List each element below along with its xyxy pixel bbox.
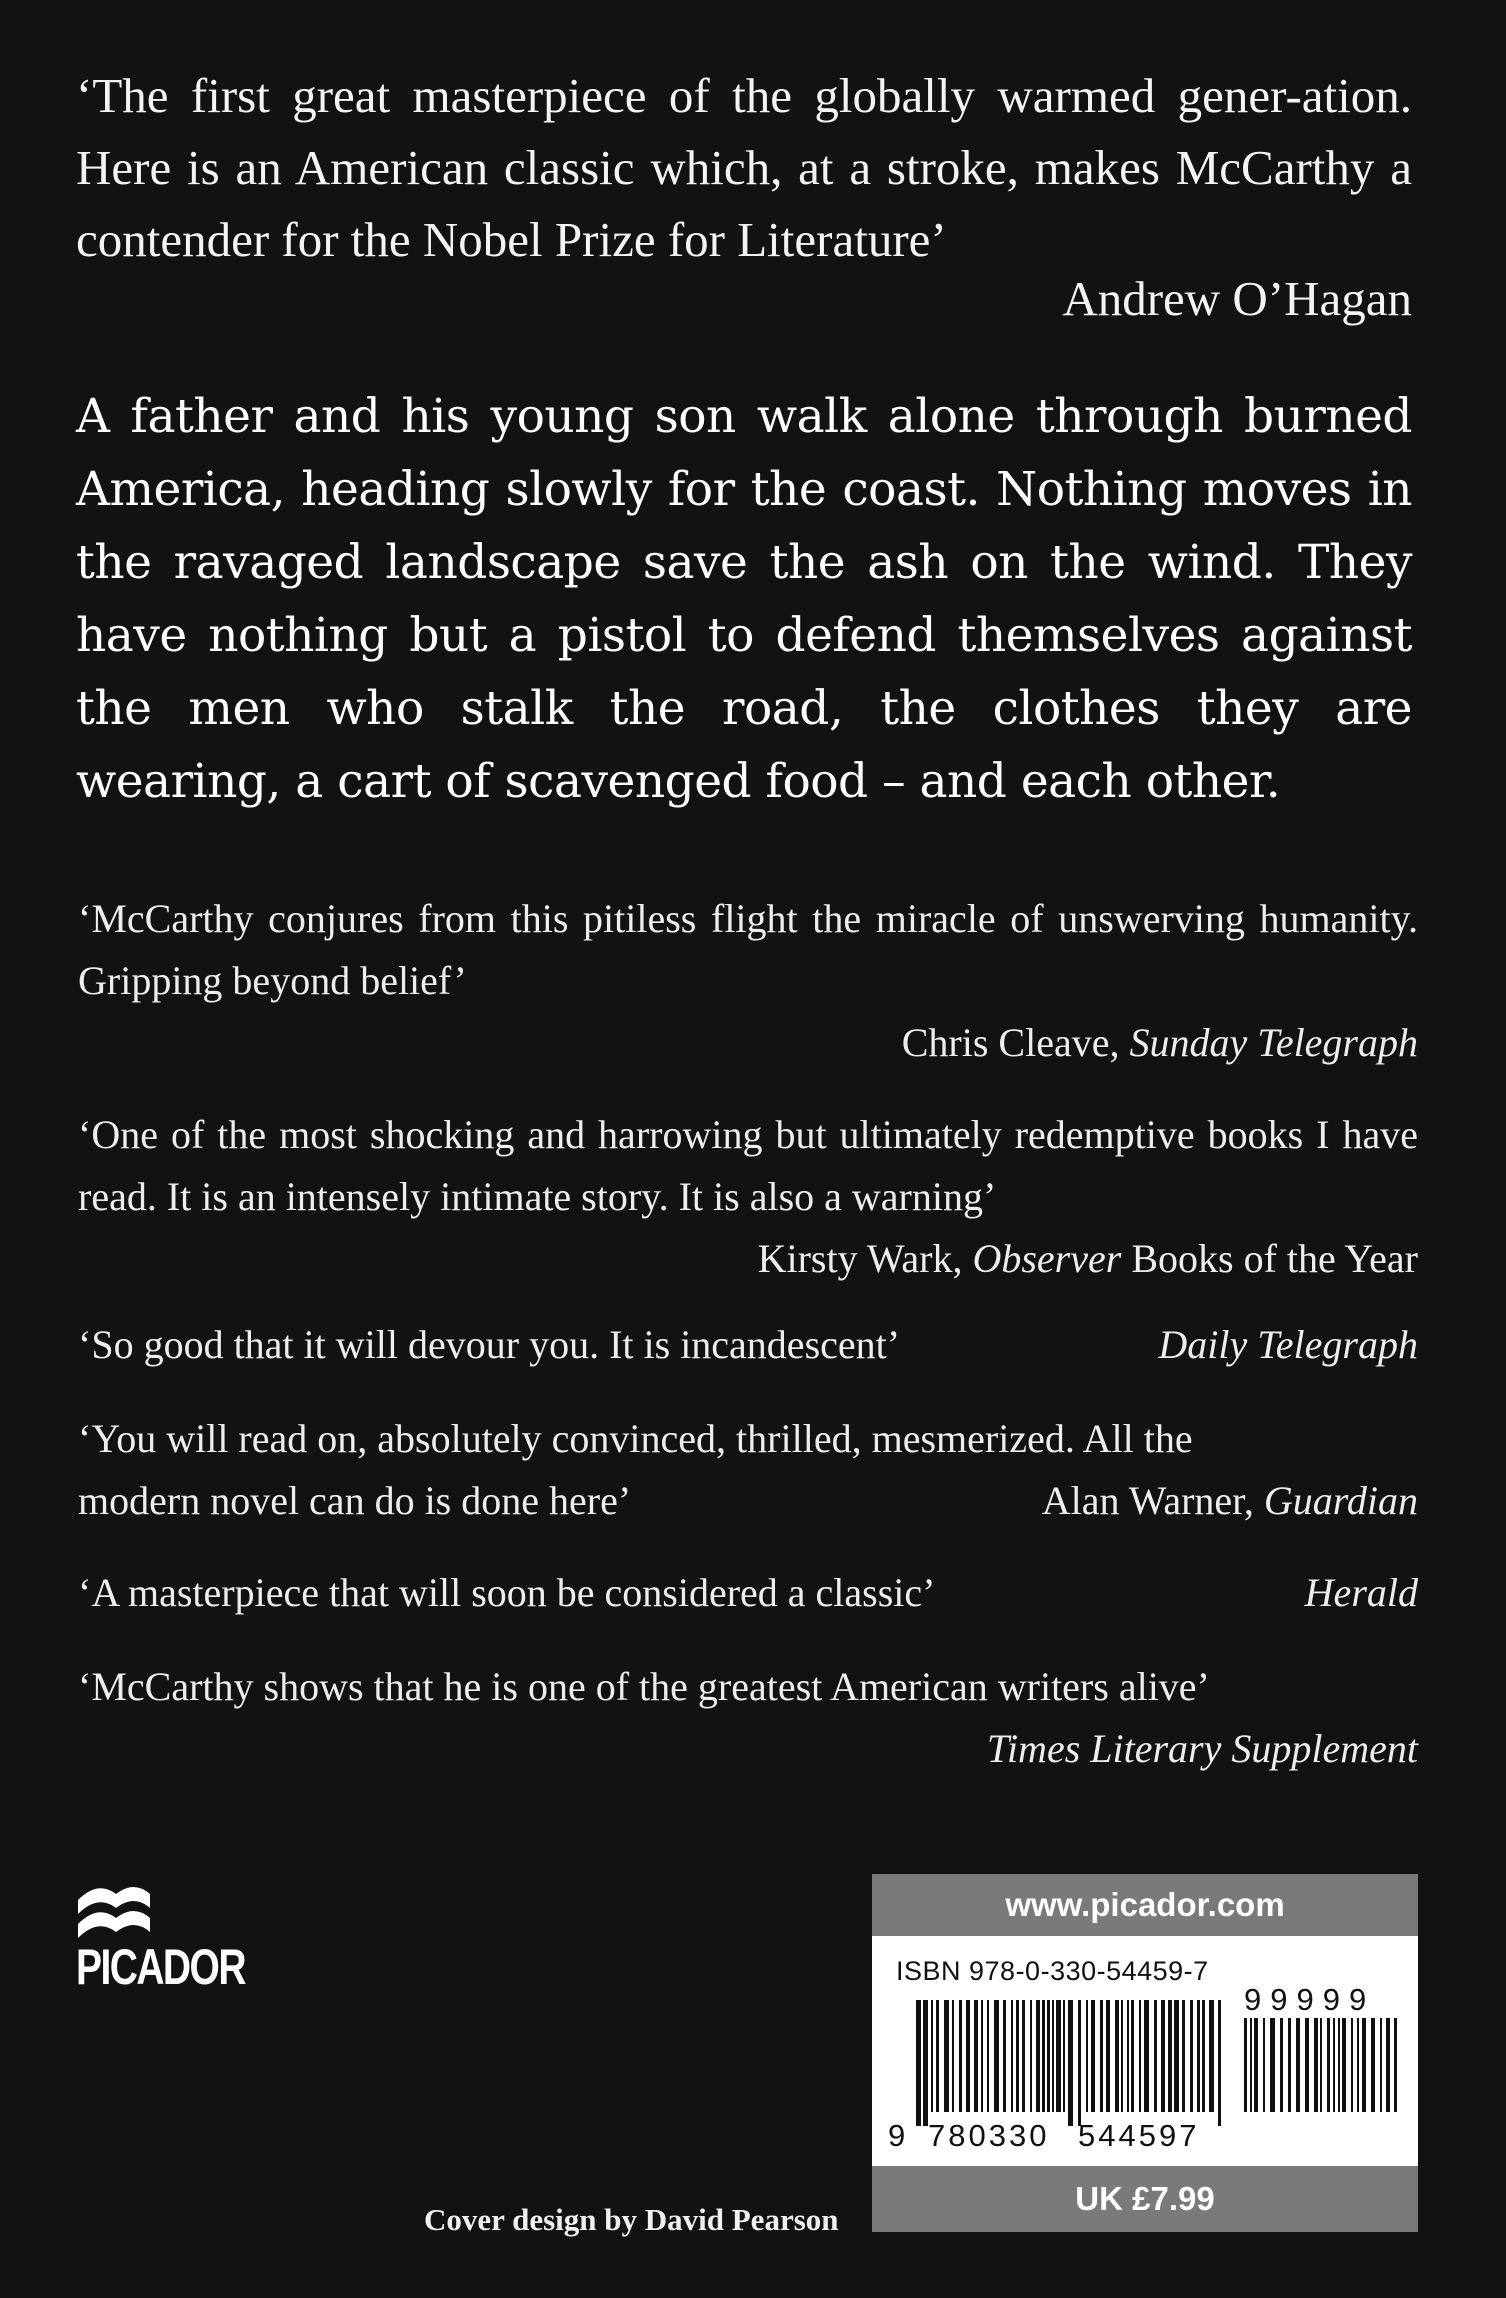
barcode-bar <box>1068 2000 1073 2126</box>
barcode-bar <box>1100 2000 1103 2112</box>
barcode-bar <box>1270 2018 1275 2112</box>
barcode-bar <box>1202 2000 1205 2112</box>
barcode-bar <box>966 2000 970 2112</box>
barcode-bar <box>1011 2000 1013 2112</box>
picador-logo-text: PICADOR <box>76 1939 245 1995</box>
barcode-bar <box>1042 2000 1045 2112</box>
barcode-bar <box>952 2000 954 2112</box>
barcode-bar <box>981 2000 983 2112</box>
review-source: Kirsty Wark, Observer Books of the Year <box>757 1236 1418 1281</box>
review-text: ‘McCarthy shows that he is one of the greatest American writers alive’ <box>78 1664 1210 1709</box>
barcode-bar <box>931 2000 933 2112</box>
barcode-bar <box>916 2000 921 2126</box>
review-chris-cleave <box>78 888 1418 1074</box>
barcode-bar <box>1357 2018 1359 2112</box>
review-source: Herald <box>1304 1570 1418 1615</box>
barcode-bar <box>1280 2018 1283 2112</box>
barcode-bar <box>987 2000 989 2112</box>
barcode-bar <box>1016 2000 1019 2112</box>
barcode-bar <box>1127 2000 1129 2112</box>
review-source: Daily Telegraph <box>1158 1322 1418 1367</box>
barcode-bar <box>1161 2000 1165 2112</box>
barcode-bar <box>1086 2000 1088 2112</box>
review-text: ‘One of the most shocking and harrowing but ultimately redemptive books I have read. It is an intensely intimate story. It is also a warning’ <box>78 1112 1418 1219</box>
barcode-panel <box>872 1874 1418 2232</box>
barcode-bar <box>1144 2000 1149 2112</box>
review-herald <box>78 1562 1418 1624</box>
barcode-bar <box>1351 2018 1353 2112</box>
barcode-bar <box>944 2000 949 2112</box>
barcode-bar <box>1052 2000 1054 2112</box>
barcode-digit-first: 9 <box>888 2118 909 2153</box>
barcode-bar <box>1296 2018 1300 2112</box>
lead-review-quote: ‘The first great masterpiece of the globally warmed gener-ation. Here is an American classic which, at a stroke, makes McCarthy a contender for the Nobel Prize for Literature’ <box>76 68 1412 267</box>
publisher-website: www.picador.com <box>872 1874 1418 1936</box>
barcode-bar <box>1190 2000 1193 2112</box>
lead-review-attribution: Andrew O’Hagan <box>1062 271 1412 326</box>
barcode-bar <box>1036 2000 1040 2112</box>
barcode-bar <box>994 2000 999 2112</box>
barcode-bar <box>1254 2018 1258 2112</box>
isbn-number: ISBN 978-0-330-54459-7 <box>896 1956 1209 1986</box>
review-text: ‘McCarthy conjures from this pitiless flight the miracle of unswerving humanity. Gripping beyond belief’ <box>78 896 1418 1003</box>
barcode-bar <box>1386 2018 1390 2112</box>
barcode-bar <box>1371 2018 1375 2112</box>
barcode-bar <box>959 2000 962 2112</box>
barcode-digits-left: 780330 <box>928 2118 1050 2153</box>
price-label: UK £7.99 <box>872 2166 1418 2232</box>
book-blurb: A father and his young son walk alone through burned America, heading slowly for the coast. Nothing moves in the ravaged landscape save the ash on the wind. They have nothing but a pistol to defend themselves against the men who stalk the road, the clothes they are wearing, a cart of scavenged food – and each other. <box>76 389 1412 809</box>
barcode-bar <box>1327 2018 1330 2112</box>
barcode-bar <box>1394 2018 1397 2112</box>
barcode-bar <box>1168 2000 1172 2112</box>
barcode-bar <box>1115 2000 1119 2112</box>
review-alan-warner <box>78 1408 1418 1532</box>
barcode-bar <box>1288 2018 1291 2112</box>
barcode-bar <box>1003 2000 1006 2112</box>
barcode-bar <box>1197 2000 1200 2112</box>
review-source: Times Literary Supplement <box>986 1726 1418 1771</box>
barcode-bar <box>1056 2000 1061 2112</box>
barcode-bar <box>1333 2018 1335 2112</box>
barcode-bar <box>1030 2000 1032 2112</box>
cover-design-credit: Cover design by David Pearson <box>424 2202 839 2237</box>
barcode-bar <box>1063 2000 1065 2112</box>
barcode-bar <box>936 2000 939 2112</box>
review-text-line2: modern novel can do is done here’ <box>78 1478 632 1523</box>
review-daily-telegraph <box>78 1314 1418 1376</box>
review-text: ‘So good that it will devour you. It is incandescent’ <box>78 1322 901 1367</box>
review-text-line1: ‘You will read on, absolutely convinced, thrilled, mesmerized. All the <box>78 1416 1193 1461</box>
barcode-bar <box>1131 2000 1134 2112</box>
barcode-bar <box>1078 2000 1081 2126</box>
review-tls <box>78 1656 1418 1780</box>
barcode-bar <box>1091 2000 1095 2112</box>
addon-barcode-icon <box>1244 2018 1400 2126</box>
barcode-bar <box>974 2000 978 2112</box>
barcode-bar <box>923 2000 928 2126</box>
barcode-bar <box>1244 2018 1247 2112</box>
barcode-bar <box>1380 2018 1382 2112</box>
review-text: ‘A masterpiece that will soon be considered a classic’ <box>78 1570 936 1615</box>
barcode-bar <box>1314 2018 1318 2112</box>
barcode-bar <box>1174 2000 1179 2112</box>
barcode-digits-right: 544597 <box>1078 2118 1200 2153</box>
barcode-bar <box>1139 2000 1141 2112</box>
barcode-bar <box>1121 2000 1123 2112</box>
review-source: Alan Warner, Guardian <box>1041 1478 1418 1523</box>
barcode-bar <box>1263 2018 1265 2112</box>
barcode-bar <box>1305 2018 1309 2112</box>
barcode-bar <box>1022 2000 1025 2112</box>
barcode-bar <box>1362 2018 1366 2112</box>
barcode-bar <box>1250 2018 1252 2112</box>
barcode-bar <box>1320 2018 1322 2112</box>
ean-barcode-icon <box>916 2000 1228 2126</box>
review-kirsty-wark <box>78 1104 1418 1290</box>
barcode-bar <box>1342 2018 1346 2112</box>
barcode-bar <box>1106 2000 1110 2112</box>
barcode-bar <box>1047 2000 1050 2112</box>
barcode-bar <box>1154 2000 1157 2112</box>
review-source: Chris Cleave, Sunday Telegraph <box>901 1020 1418 1065</box>
barcode-bar <box>1182 2000 1185 2112</box>
barcode-bar <box>1218 2000 1221 2126</box>
barcode-bar <box>1338 2018 1340 2112</box>
barcode-bar <box>1209 2000 1214 2112</box>
price-addon-digits: 99999 <box>1244 1982 1376 2017</box>
